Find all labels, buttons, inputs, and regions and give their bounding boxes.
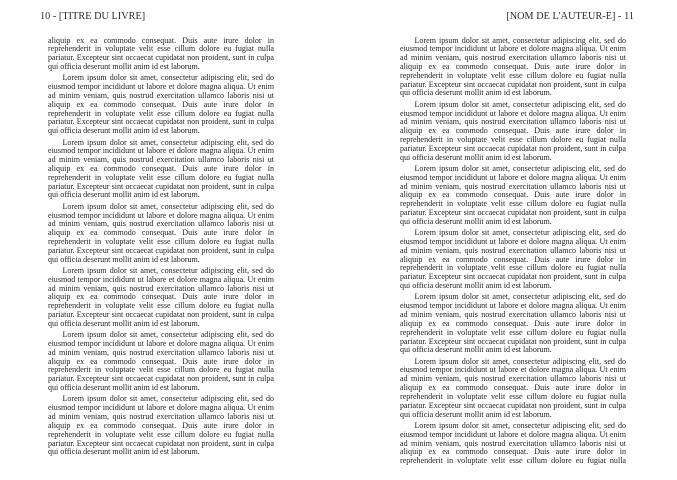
text-line: Lorem ipsum dolor sit amet, consectetur adipiscing elit, sed do bbox=[414, 164, 626, 173]
text-line: reprehenderit in voluptate velit esse cillum dolore eu fugiat nulla bbox=[48, 173, 274, 182]
text-line: aliquip ex ea commodo consequat. Duis aute irure dolor in bbox=[48, 100, 274, 109]
text-line: eiusmod tempor incididunt ut labore et dolore magna aliqua. Ut enim bbox=[400, 45, 626, 54]
text-line: reprehenderit in voluptate velit esse cillum dolore eu fugiat nulla bbox=[400, 392, 626, 401]
paragraph bbox=[48, 267, 274, 329]
text-line: qui officia deserunt mollit anim id est laborum. bbox=[400, 346, 552, 355]
text-line: reprehenderit in voluptate velit esse cillum dolore eu fugiat nulla bbox=[48, 302, 274, 311]
text-line: pariatur. Excepteur sint occaecat cupidatat non proident, sunt in culpa bbox=[48, 246, 274, 255]
paragraph bbox=[48, 139, 274, 201]
text-line: pariatur. Excepteur sint occaecat cupidatat non proident, sunt in culpa bbox=[48, 439, 274, 448]
text-line: eiusmod tempor incididunt ut labore et dolore magna aliqua. Ut enim bbox=[48, 275, 274, 284]
text-line: Lorem ipsum dolor sit amet, consectetur adipiscing elit, sed do bbox=[414, 293, 626, 302]
text-line: reprehenderit in voluptate velit esse cillum dolore eu fugiat nulla bbox=[48, 238, 274, 247]
text-line: qui officia deserunt mollit anim id est laborum. bbox=[400, 153, 552, 162]
text-line: qui officia deserunt mollit anim id est laborum. bbox=[400, 410, 552, 419]
text-line: pariatur. Excepteur sint occaecat cupidatat non proident, sunt in culpa bbox=[48, 311, 274, 320]
text-line: qui officia deserunt mollit anim id est laborum. bbox=[48, 384, 200, 393]
text-line: Lorem ipsum dolor sit amet, consectetur adipiscing elit, sed do bbox=[414, 421, 626, 430]
text-line: eiusmod tempor incididunt ut labore et dolore magna aliqua. Ut enim bbox=[48, 211, 274, 220]
text-line: qui officia deserunt mollit anim id est laborum. bbox=[400, 89, 552, 98]
text-line: pariatur. Excepteur sint occaecat cupidatat non proident, sunt in culpa bbox=[48, 118, 274, 127]
text-line: qui officia deserunt mollit anim id est laborum. bbox=[48, 62, 200, 71]
text-line: eiusmod tempor incididunt ut labore et dolore magna aliqua. Ut enim bbox=[400, 302, 626, 311]
text-line: Lorem ipsum dolor sit amet, consectetur adipiscing elit, sed do bbox=[62, 395, 274, 404]
text-line: pariatur. Excepteur sint occaecat cupidatat non proident, sunt in culpa bbox=[400, 209, 626, 218]
text-line: qui officia deserunt mollit anim id est laborum. bbox=[400, 282, 552, 291]
text-line: Lorem ipsum dolor sit amet, consectetur adipiscing elit, sed do bbox=[62, 202, 274, 211]
text-line: aliquip ex ea commodo consequat. Duis aute irure dolor in bbox=[400, 448, 626, 457]
text-line: Lorem ipsum dolor sit amet, consectetur adipiscing elit, sed do bbox=[414, 36, 626, 45]
text-line: ad minim veniam, quis nostrud exercitation ullamco laboris nisi ut bbox=[48, 156, 274, 165]
text-line: Lorem ipsum dolor sit amet, consectetur adipiscing elit, sed do bbox=[62, 331, 274, 340]
paragraph bbox=[48, 203, 274, 265]
text-line: aliquip ex ea commodo consequat. Duis aute irure dolor in bbox=[48, 164, 274, 173]
right-body-text bbox=[400, 37, 626, 469]
paragraph bbox=[48, 395, 274, 457]
text-line: pariatur. Excepteur sint occaecat cupidatat non proident, sunt in culpa bbox=[400, 144, 626, 153]
text-line: pariatur. Excepteur sint occaecat cupidatat non proident, sunt in culpa bbox=[400, 401, 626, 410]
right-running-head: [NOM DE L'AUTEUR-E] - 11 bbox=[506, 11, 634, 22]
text-line: reprehenderit in voluptate velit esse cillum dolore eu fugiat nulla bbox=[400, 328, 626, 337]
text-line: reprehenderit in voluptate velit esse cillum dolore eu fugiat nulla bbox=[48, 109, 274, 118]
text-line: qui officia deserunt mollit anim id est laborum. bbox=[48, 448, 200, 457]
text-line: ad minim veniam, quis nostrud exercitation ullamco laboris nisi ut bbox=[48, 220, 274, 229]
continuation-paragraph bbox=[48, 37, 274, 72]
text-line: Lorem ipsum dolor sit amet, consectetur adipiscing elit, sed do bbox=[62, 267, 274, 275]
text-line: ad minim veniam, quis nostrud exercitation ullamco laboris nisi ut bbox=[400, 54, 626, 63]
text-line: eiusmod tempor incididunt ut labore et dolore magna aliqua. Ut enim bbox=[48, 404, 274, 413]
paragraph bbox=[400, 101, 626, 163]
right-page bbox=[338, 0, 677, 480]
text-line: eiusmod tempor incididunt ut labore et dolore magna aliqua. Ut enim bbox=[400, 430, 626, 439]
text-line: eiusmod tempor incididunt ut labore et dolore magna aliqua. Ut enim bbox=[48, 83, 274, 92]
text-line: qui officia deserunt mollit anim id est laborum. bbox=[48, 127, 200, 136]
text-line: reprehenderit in voluptate velit esse cillum dolore eu fugiat nulla bbox=[400, 264, 626, 273]
text-line: ad minim veniam, quis nostrud exercitation ullamco laboris nisi ut bbox=[48, 413, 274, 422]
text-line: aliquip ex ea commodo consequat. Duis aute irure dolor in bbox=[48, 293, 274, 302]
text-line: aliquip ex ea commodo consequat. Duis aute irure dolor in bbox=[400, 384, 626, 393]
text-line: pariatur. Excepteur sint occaecat cupidatat non proident, sunt in culpa bbox=[400, 80, 626, 89]
left-body-text bbox=[48, 37, 274, 460]
text-line: aliquip ex ea commodo consequat. Duis aute irure dolor in bbox=[48, 229, 274, 238]
paragraph bbox=[400, 293, 626, 355]
text-line: qui officia deserunt mollit anim id est laborum. bbox=[48, 255, 200, 264]
paragraph bbox=[48, 74, 274, 136]
text-line: qui officia deserunt mollit anim id est laborum. bbox=[400, 217, 552, 226]
text-line: Lorem ipsum dolor sit amet, consectetur adipiscing elit, sed do bbox=[414, 357, 626, 366]
paragraph-truncated bbox=[400, 422, 626, 466]
left-running-head: 10 - [TITRE DU LIVRE] bbox=[40, 11, 146, 22]
text-line: eiusmod tempor incididunt ut labore et dolore magna aliqua. Ut enim bbox=[400, 109, 626, 118]
text-line: pariatur. Excepteur sint occaecat cupidatat non proident, sunt in culpa bbox=[48, 182, 274, 191]
text-line: reprehenderit in voluptate velit esse cillum dolore eu fugiat nulla bbox=[400, 135, 626, 144]
text-line: reprehenderit in voluptate velit esse cillum dolore eu fugiat nulla bbox=[48, 45, 274, 54]
text-line: ad minim veniam, quis nostrud exercitation ullamco laboris nisi ut bbox=[48, 91, 274, 100]
text-line: aliquip ex ea commodo consequat. Duis aute irure dolor in bbox=[48, 36, 274, 45]
text-line: eiusmod tempor incididunt ut labore et dolore magna aliqua. Ut enim bbox=[400, 238, 626, 247]
text-line: ad minim veniam, quis nostrud exercitation ullamco laboris nisi ut bbox=[400, 311, 626, 320]
text-line: reprehenderit in voluptate velit esse cillum dolore eu fugiat nulla bbox=[48, 366, 274, 375]
text-line: Lorem ipsum dolor sit amet, consectetur adipiscing elit, sed do bbox=[62, 138, 274, 147]
paragraph bbox=[400, 37, 626, 99]
text-line: Lorem ipsum dolor sit amet, consectetur adipiscing elit, sed do bbox=[414, 100, 626, 109]
paragraph bbox=[400, 165, 626, 227]
text-line: reprehenderit in voluptate velit esse cillum dolore eu fugiat nulla bbox=[400, 71, 626, 80]
text-line: pariatur. Excepteur sint occaecat cupidatat non proident, sunt in culpa bbox=[400, 273, 626, 282]
text-line: aliquip ex ea commodo consequat. Duis aute irure dolor in bbox=[400, 255, 626, 264]
text-line: ad minim veniam, quis nostrud exercitation ullamco laboris nisi ut bbox=[400, 375, 626, 384]
text-line: ad minim veniam, quis nostrud exercitation ullamco laboris nisi ut bbox=[400, 439, 626, 448]
text-line: pariatur. Excepteur sint occaecat cupidatat non proident, sunt in culpa bbox=[48, 54, 274, 63]
text-line: ad minim veniam, quis nostrud exercitation ullamco laboris nisi ut bbox=[48, 348, 274, 357]
text-line: aliquip ex ea commodo consequat. Duis aute irure dolor in bbox=[48, 421, 274, 430]
text-line: pariatur. Excepteur sint occaecat cupidatat non proident, sunt in culpa bbox=[400, 337, 626, 346]
text-line: eiusmod tempor incididunt ut labore et dolore magna aliqua. Ut enim bbox=[48, 147, 274, 156]
text-line: pariatur. Excepteur sint occaecat cupidatat non proident, sunt in culpa bbox=[48, 375, 274, 384]
text-line: Lorem ipsum dolor sit amet, consectetur adipiscing elit, sed do bbox=[414, 229, 626, 238]
text-line: reprehenderit in voluptate velit esse cillum dolore eu fugiat nulla bbox=[48, 430, 274, 439]
text-line: ad minim veniam, quis nostrud exercitation ullamco laboris nisi ut bbox=[400, 118, 626, 127]
paragraph bbox=[400, 358, 626, 420]
text-line: eiusmod tempor incididunt ut labore et dolore magna aliqua. Ut enim bbox=[48, 340, 274, 349]
text-line: aliquip ex ea commodo consequat. Duis aute irure dolor in bbox=[400, 319, 626, 328]
text-line: aliquip ex ea commodo consequat. Duis aute irure dolor in bbox=[400, 127, 626, 136]
left-page bbox=[0, 0, 338, 480]
text-line: ad minim veniam, quis nostrud exercitation ullamco laboris nisi ut bbox=[400, 182, 626, 191]
text-line: Lorem ipsum dolor sit amet, consectetur adipiscing elit, sed do bbox=[62, 74, 274, 83]
text-line: reprehenderit in voluptate velit esse cillum dolore eu fugiat nulla bbox=[400, 457, 626, 466]
text-line: eiusmod tempor incididunt ut labore et dolore magna aliqua. Ut enim bbox=[400, 366, 626, 375]
text-line: ad minim veniam, quis nostrud exercitation ullamco laboris nisi ut bbox=[48, 284, 274, 293]
text-line: reprehenderit in voluptate velit esse cillum dolore eu fugiat nulla bbox=[400, 200, 626, 209]
text-line: eiusmod tempor incididunt ut labore et dolore magna aliqua. Ut enim bbox=[400, 173, 626, 182]
text-line: aliquip ex ea commodo consequat. Duis aute irure dolor in bbox=[400, 191, 626, 200]
paragraph bbox=[48, 331, 274, 393]
text-line: qui officia deserunt mollit anim id est laborum. bbox=[48, 319, 200, 328]
text-line: ad minim veniam, quis nostrud exercitation ullamco laboris nisi ut bbox=[400, 246, 626, 255]
paragraph bbox=[400, 229, 626, 291]
text-line: qui officia deserunt mollit anim id est laborum. bbox=[48, 191, 200, 200]
text-line: aliquip ex ea commodo consequat. Duis aute irure dolor in bbox=[48, 357, 274, 366]
text-line: aliquip ex ea commodo consequat. Duis aute irure dolor in bbox=[400, 62, 626, 71]
